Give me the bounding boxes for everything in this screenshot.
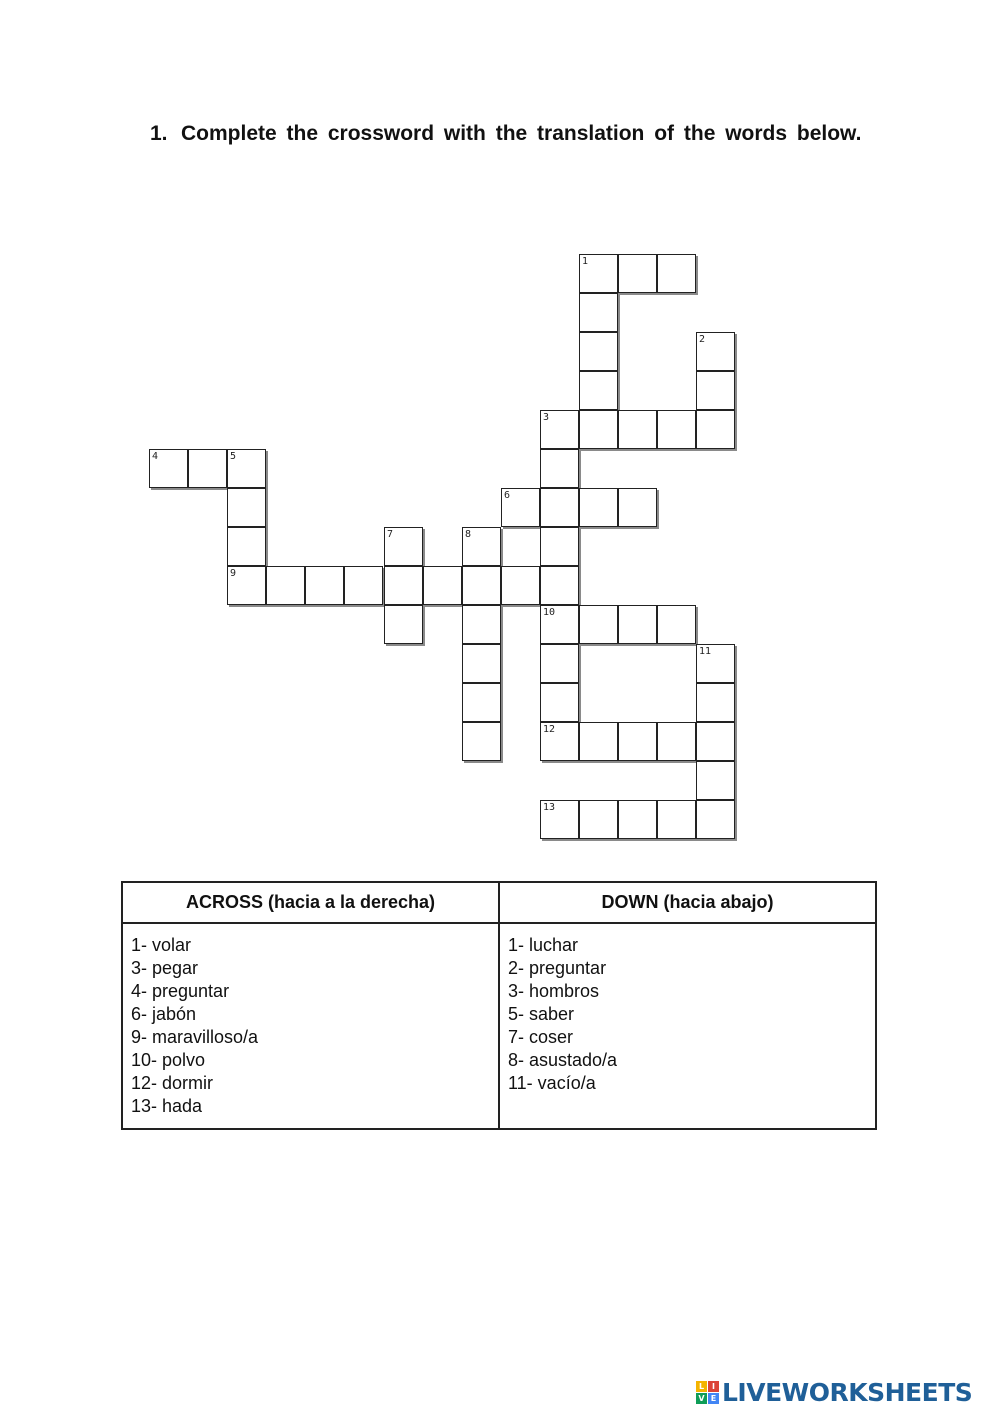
crossword-cell[interactable] bbox=[227, 449, 266, 488]
clue-number: 12 bbox=[543, 724, 556, 735]
crossword-cell[interactable] bbox=[579, 332, 618, 371]
crossword-cell[interactable] bbox=[579, 722, 618, 761]
crossword-cell[interactable] bbox=[618, 254, 657, 293]
across-clue: 13- hada bbox=[131, 1096, 203, 1116]
crossword-cell[interactable] bbox=[501, 566, 540, 605]
clue-number: 3 bbox=[543, 412, 550, 423]
across-clue: 6- jabón bbox=[131, 1004, 197, 1024]
across-clue: 3- pegar bbox=[131, 958, 199, 978]
crossword-cell[interactable] bbox=[696, 683, 735, 722]
crossword-cell[interactable] bbox=[462, 527, 501, 566]
across-header: ACROSS (hacia a la derecha) bbox=[122, 882, 499, 923]
crossword-cell[interactable] bbox=[618, 605, 657, 644]
crossword-cell[interactable] bbox=[540, 527, 579, 566]
crossword-cell[interactable] bbox=[579, 293, 618, 332]
crossword-cell[interactable] bbox=[540, 566, 579, 605]
liveworksheets-logo-icon bbox=[696, 1381, 719, 1404]
crossword-cell[interactable] bbox=[579, 410, 618, 449]
crossword-cell[interactable] bbox=[384, 527, 423, 566]
crossword-cell[interactable] bbox=[462, 644, 501, 683]
crossword-cell[interactable] bbox=[696, 410, 735, 449]
crossword-cell[interactable] bbox=[266, 566, 305, 605]
crossword-cell[interactable] bbox=[696, 371, 735, 410]
down-clue: 7- coser bbox=[508, 1027, 574, 1047]
down-clue: 1- luchar bbox=[508, 935, 579, 955]
clues-table bbox=[121, 881, 877, 1130]
across-clues bbox=[122, 923, 499, 1129]
across-clue: 10- polvo bbox=[131, 1050, 206, 1070]
clue-number: 2 bbox=[699, 334, 706, 345]
clue-number: 10 bbox=[543, 607, 556, 618]
crossword-cell[interactable] bbox=[696, 761, 735, 800]
across-clue: 9- maravilloso/a bbox=[131, 1027, 259, 1047]
crossword-cell[interactable] bbox=[462, 722, 501, 761]
crossword-cell[interactable] bbox=[618, 488, 657, 527]
across-clue: 1- volar bbox=[131, 935, 192, 955]
crossword-cell[interactable] bbox=[540, 644, 579, 683]
down-clue: 11- vacío/a bbox=[508, 1073, 596, 1093]
crossword-cell[interactable] bbox=[579, 488, 618, 527]
crossword-cell[interactable] bbox=[579, 371, 618, 410]
logo-letter: V bbox=[696, 1393, 707, 1404]
crossword-cell[interactable] bbox=[696, 644, 735, 683]
crossword-cell[interactable] bbox=[384, 566, 423, 605]
clue-number: 6 bbox=[504, 490, 511, 501]
crossword-cell[interactable] bbox=[579, 254, 618, 293]
logo-letter: L bbox=[696, 1381, 707, 1392]
crossword-cell[interactable] bbox=[462, 605, 501, 644]
brand-name: LIVEWORKSHEETS bbox=[722, 1378, 973, 1407]
crossword-cell[interactable] bbox=[384, 605, 423, 644]
clue-number: 11 bbox=[699, 646, 712, 657]
crossword-cell[interactable] bbox=[540, 722, 579, 761]
crossword-cell[interactable] bbox=[657, 722, 696, 761]
crossword-cell[interactable] bbox=[657, 800, 696, 839]
crossword-cell[interactable] bbox=[657, 605, 696, 644]
crossword-cell[interactable] bbox=[540, 449, 579, 488]
across-clue: 12- dormir bbox=[131, 1073, 214, 1093]
across-clue: 4- preguntar bbox=[131, 981, 230, 1001]
crossword-cell[interactable] bbox=[540, 488, 579, 527]
crossword-cell[interactable] bbox=[657, 254, 696, 293]
clue-number: 1 bbox=[582, 256, 589, 267]
crossword-cell[interactable] bbox=[540, 605, 579, 644]
clue-number: 8 bbox=[465, 529, 472, 540]
down-clue: 3- hombros bbox=[508, 981, 600, 1001]
logo-letter: E bbox=[708, 1393, 719, 1404]
crossword-cell[interactable] bbox=[540, 800, 579, 839]
crossword-cell[interactable] bbox=[540, 683, 579, 722]
crossword-cell[interactable] bbox=[618, 722, 657, 761]
liveworksheets-brand bbox=[696, 1378, 972, 1407]
crossword-cell[interactable] bbox=[579, 800, 618, 839]
instruction-text: Complete the crossword with the translation of the words below. bbox=[181, 122, 862, 145]
crossword-cell[interactable] bbox=[696, 722, 735, 761]
crossword-cell[interactable] bbox=[696, 800, 735, 839]
crossword-cell[interactable] bbox=[149, 449, 188, 488]
down-clue: 8- asustado/a bbox=[508, 1050, 618, 1070]
crossword-cell[interactable] bbox=[462, 683, 501, 722]
down-clue: 2- preguntar bbox=[508, 958, 607, 978]
crossword-cell[interactable] bbox=[462, 566, 501, 605]
clue-number: 7 bbox=[387, 529, 394, 540]
crossword-cell[interactable] bbox=[501, 488, 540, 527]
clue-number: 4 bbox=[152, 451, 159, 462]
crossword-cell[interactable] bbox=[657, 410, 696, 449]
logo-letter: I bbox=[708, 1381, 719, 1392]
crossword-cell[interactable] bbox=[540, 410, 579, 449]
crossword-cell[interactable] bbox=[618, 410, 657, 449]
clue-number: 5 bbox=[230, 451, 237, 462]
instruction bbox=[150, 118, 878, 150]
crossword-cell[interactable] bbox=[423, 566, 462, 605]
clue-number: 13 bbox=[543, 802, 556, 813]
crossword-cell[interactable] bbox=[227, 488, 266, 527]
crossword-cell[interactable] bbox=[579, 605, 618, 644]
crossword-cell[interactable] bbox=[188, 449, 227, 488]
crossword-cell[interactable] bbox=[227, 566, 266, 605]
instruction-number: 1. bbox=[150, 122, 168, 145]
down-clue: 5- saber bbox=[508, 1004, 575, 1024]
crossword-cell[interactable] bbox=[618, 800, 657, 839]
down-clues bbox=[499, 923, 876, 1129]
crossword-cell[interactable] bbox=[696, 332, 735, 371]
crossword-cell[interactable] bbox=[344, 566, 383, 605]
down-header: DOWN (hacia abajo) bbox=[499, 882, 876, 923]
clue-number: 9 bbox=[230, 568, 237, 579]
crossword-cell[interactable] bbox=[305, 566, 344, 605]
crossword-cell[interactable] bbox=[227, 527, 266, 566]
